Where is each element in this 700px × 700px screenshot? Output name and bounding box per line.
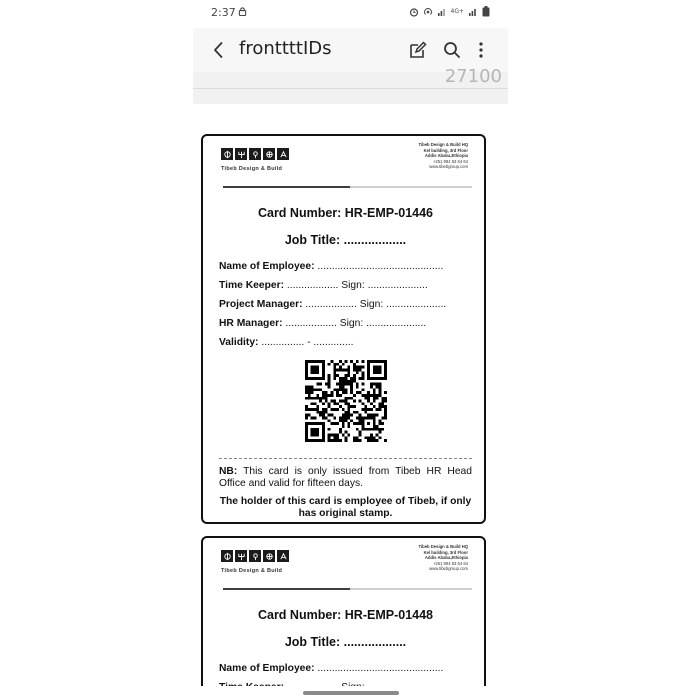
logo-glyph-icon <box>265 552 274 561</box>
battery-icon <box>482 6 490 17</box>
hotspot-icon <box>423 7 433 17</box>
signal-icon <box>437 7 447 17</box>
address-line: Kel building, 3rd Floor <box>423 549 468 555</box>
field-time-keeper: Time Keeper: .................. Sign: ..................... <box>219 280 428 291</box>
address-line: www.tibebgroup.com <box>429 164 468 170</box>
address-line: +251 994 63 64 64 <box>432 560 468 566</box>
brand-name: Tibeb Design & Build <box>221 166 283 172</box>
card-number: Card Number: HR-EMP-01446 <box>257 206 434 220</box>
logo-glyph-icon <box>237 552 246 561</box>
system-icons <box>409 6 491 17</box>
brand-name: Tibeb Design & Build <box>221 568 283 574</box>
logo-glyph-icon <box>251 150 260 159</box>
status-time: 2:37 <box>211 6 236 19</box>
header-divider <box>223 186 472 188</box>
field-project-manager: Project Manager: .................. Sign: ..................... <box>219 299 447 310</box>
page-counter-band <box>193 66 508 104</box>
address-line: Addis Ababa,Ethiopia <box>424 153 468 159</box>
company-logo <box>221 148 289 160</box>
logo-glyph-icon <box>223 552 232 561</box>
id-card-1 <box>201 134 486 524</box>
field-validity: Validity: ............... - .............. <box>219 337 354 348</box>
logo-glyph-icon <box>237 150 246 159</box>
id-card-2 <box>201 536 486 700</box>
company-address <box>419 142 468 170</box>
logo-glyph-icon <box>251 552 260 561</box>
document-title: fronttttIDs <box>239 38 332 59</box>
logo-glyph-icon <box>279 150 288 159</box>
logo-glyph-icon <box>265 150 274 159</box>
address-line: Tibeb Design & Build HQ <box>418 142 468 147</box>
address-line: Kel building, 3rd Floor <box>423 147 468 153</box>
qr-code <box>305 360 387 442</box>
address-line: +251 994 63 64 64 <box>432 158 468 164</box>
lock-icon <box>238 7 247 16</box>
logo-glyph-icon <box>223 150 232 159</box>
signal-icon-2 <box>468 7 478 17</box>
dashed-divider <box>219 458 472 459</box>
address-line: www.tibebgroup.com <box>429 566 468 572</box>
more-options-icon[interactable] <box>471 40 491 60</box>
gesture-nav-bar[interactable] <box>303 691 399 695</box>
search-icon[interactable] <box>442 40 462 60</box>
page-counter: 27100 <box>444 66 502 87</box>
field-hr-manager: HR Manager: .................. Sign: ..................... <box>219 318 427 329</box>
nb-note: NB: This card is only issued from Tibeb HR Head Office and valid for fifteen days. <box>219 466 472 489</box>
company-logo <box>221 550 289 562</box>
back-arrow-icon[interactable] <box>209 40 229 60</box>
holder-note: The holder of this card is employee of Tibeb, if only has original stamp. <box>219 496 472 519</box>
logo-glyph-icon <box>279 552 288 561</box>
separator-line <box>193 88 508 89</box>
network-type: 4G+ <box>450 8 464 15</box>
edit-icon[interactable] <box>408 40 428 60</box>
phone-screen <box>193 0 508 700</box>
company-address <box>419 544 468 572</box>
alarm-icon <box>409 7 419 17</box>
address-line: Tibeb Design & Build HQ <box>418 544 468 549</box>
header-divider <box>223 588 472 590</box>
status-bar <box>193 0 508 26</box>
field-name-of-employee: Name of Employee: ............................................ <box>219 261 444 272</box>
field-name-of-employee: Name of Employee: ............................................ <box>219 663 444 674</box>
job-title: Job Title: .................. <box>284 635 407 649</box>
card-number: Card Number: HR-EMP-01448 <box>257 608 434 622</box>
address-line: Addis Ababa,Ethiopia <box>424 555 468 561</box>
job-title: Job Title: .................. <box>284 233 407 247</box>
